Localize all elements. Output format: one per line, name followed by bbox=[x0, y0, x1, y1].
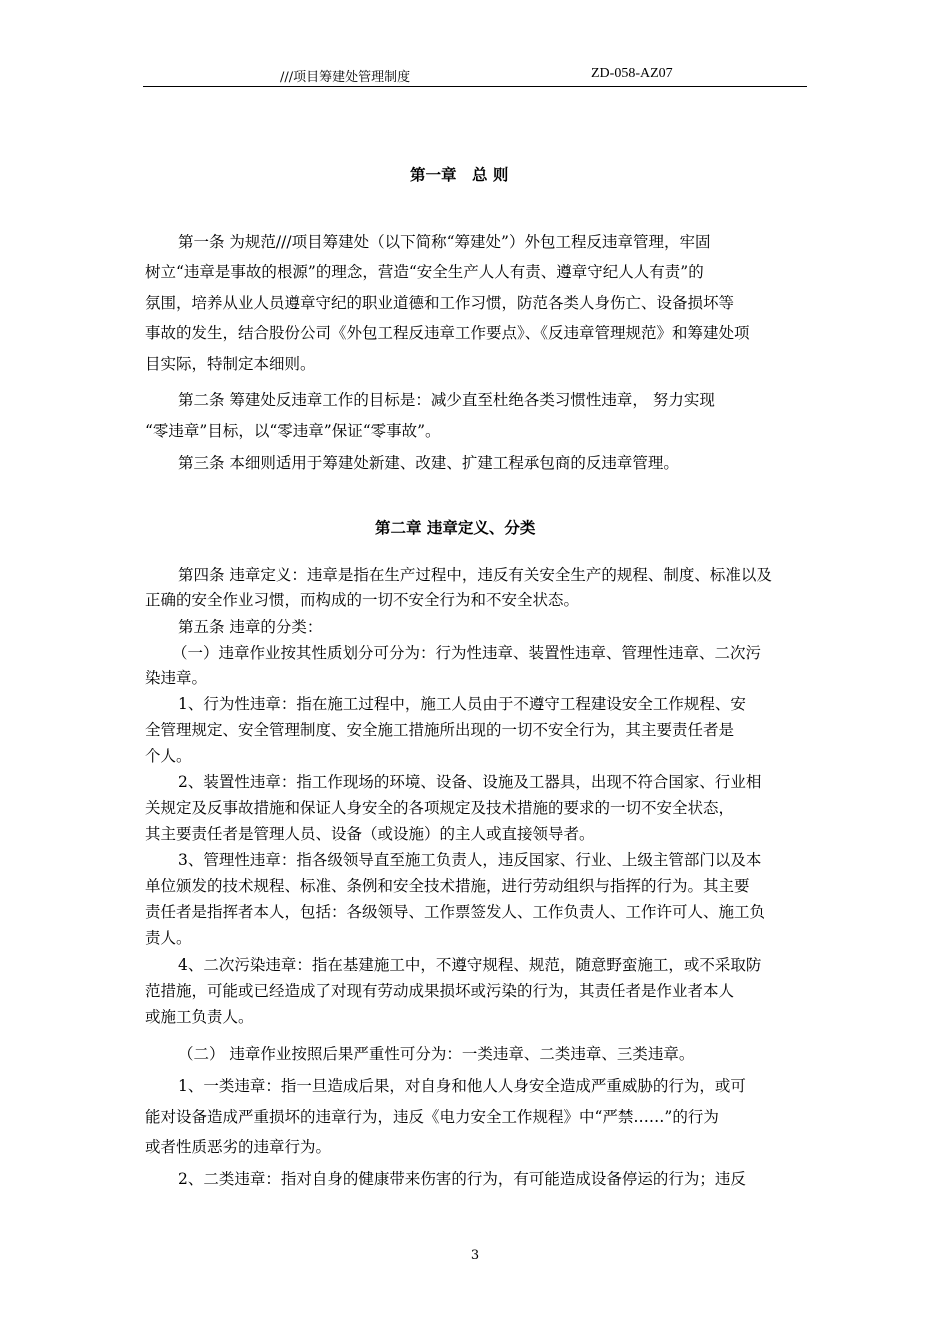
text-line: 责任者是指挥者本人，包括：各级领导、工作票签发人、工作负责人、工作许可人、施工负 bbox=[145, 903, 766, 921]
header-title: ///项目筹建处管理制度 bbox=[280, 70, 411, 85]
text-line: 2、二类违章：指对自身的健康带来伤害的行为，有可能造成设备停运的行为；违反 bbox=[178, 1170, 746, 1188]
text-line: 单位颁发的技术规程、标准、条例和安全技术措施，进行劳动组织与指挥的行为。其主要 bbox=[145, 877, 750, 895]
text-line: 第五条 违章的分类： bbox=[178, 618, 323, 636]
page-header bbox=[143, 64, 807, 87]
text-line: （一）违章作业按其性质划分可分为：行为性违章、装置性违章、管理性违章、二次污 bbox=[172, 644, 762, 662]
text-line: 个人。 bbox=[145, 747, 192, 765]
text-line: 其主要责任者是管理人员、设备（或设施）的主人或直接领导者。 bbox=[145, 825, 595, 843]
text-line: 第三条 本细则适用于筹建处新建、改建、扩建工程承包商的反违章管理。 bbox=[178, 454, 679, 472]
text-line: 1、一类违章：指一旦造成后果，对自身和他人人身安全造成严重威胁的行为，或可 bbox=[178, 1077, 746, 1095]
text-line: 染违章。 bbox=[145, 669, 208, 687]
chapter-2-title: 第二章 违章定义、分类 bbox=[375, 518, 536, 537]
text-line: 1、行为性违章：指在施工过程中，施工人员由于不遵守工程建设安全工作规程、安 bbox=[178, 695, 746, 713]
text-line: 事故的发生，结合股份公司《外包工程反违章工作要点》、《反违章管理规范》和筹建处项 bbox=[145, 324, 750, 342]
text-line: 全管理规定、安全管理制度、安全施工措施所出现的一切不安全行为，其主要责任者是 bbox=[145, 721, 735, 739]
page-number: 3 bbox=[470, 1248, 480, 1263]
text-line: 正确的安全作业习惯，而构成的一切不安全行为和不安全状态。 bbox=[145, 591, 580, 609]
text-line: 3、管理性违章：指各级领导直至施工负责人，违反国家、行业、上级主管部门以及本 bbox=[178, 851, 762, 869]
text-line: （二） 违章作业按照后果严重性可分为：一类违章、二类违章、三类违章。 bbox=[178, 1045, 695, 1063]
text-line: 或施工负责人。 bbox=[145, 1008, 254, 1026]
text-line: 关规定及反事故措施和保证人身安全的各项规定及技术措施的要求的一切不安全状态， bbox=[145, 799, 735, 817]
header-doc-code: ZD-058-AZ07 bbox=[591, 66, 673, 81]
text-line: 2、装置性违章：指工作现场的环境、设备、设施及工器具，出现不符合国家、行业相 bbox=[178, 773, 762, 791]
text-line: 第二条 筹建处反违章工作的目标是：减少直至杜绝各类习惯性违章， 努力实现 bbox=[178, 391, 715, 409]
text-line: “零违章”目标，以“零违章”保证“零事故”。 bbox=[145, 422, 441, 440]
text-line: 范措施，可能或已经造成了对现有劳动成果损坏或污染的行为，其责任者是作业者本人 bbox=[145, 982, 735, 1000]
text-line: 或者性质恶劣的违章行为。 bbox=[145, 1138, 332, 1156]
text-line: 4、二次污染违章：指在基建施工中，不遵守规程、规范，随意野蛮施工，或不采取防 bbox=[178, 956, 762, 974]
text-line: 第一条 为规范///项目筹建处（以下简称“筹建处”）外包工程反违章管理，牢固 bbox=[178, 233, 711, 251]
text-line: 目实际，特制定本细则。 bbox=[145, 355, 316, 373]
text-line: 氛围，培养从业人员遵章守纪的职业道德和工作习惯，防范各类人身伤亡、设备损坏等 bbox=[145, 294, 735, 312]
text-line: 第四条 违章定义：违章是指在生产过程中，违反有关安全生产的规程、制度、标准以及 bbox=[178, 566, 772, 584]
text-line: 能对设备造成严重损坏的违章行为，违反《电力安全工作规程》中“严禁……”的行为 bbox=[145, 1108, 719, 1126]
text-line: 责人。 bbox=[145, 929, 192, 947]
text-line: 树立“违章是事故的根源”的理念，营造“安全生产人人有责、遵章守纪人人有责”的 bbox=[145, 263, 704, 281]
chapter-1-title: 第一章 总 则 bbox=[410, 165, 509, 184]
